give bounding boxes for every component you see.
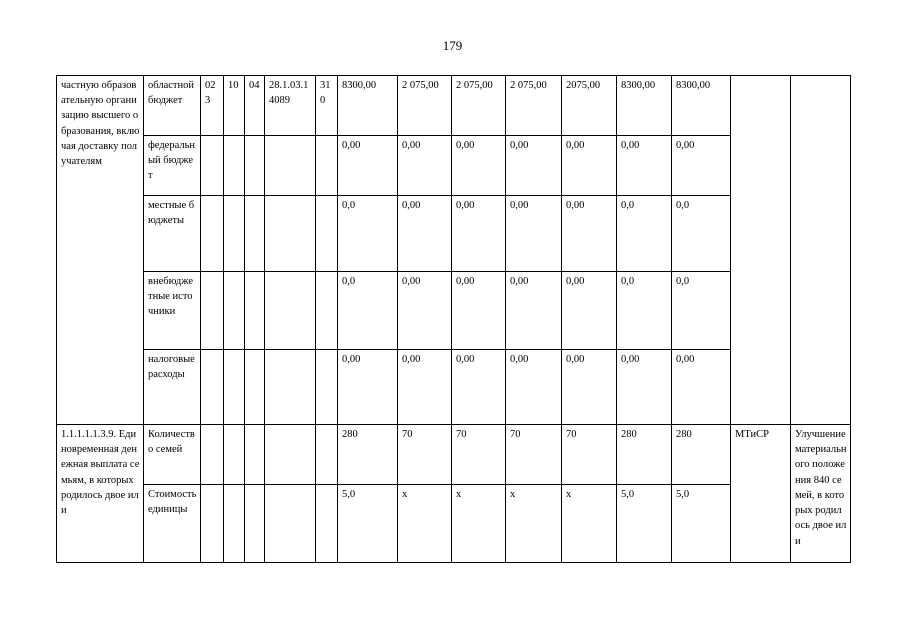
amount-cell: 0,0 — [672, 272, 731, 350]
amount-cell: 0,0 — [672, 196, 731, 272]
amount-cell: 0,00 — [617, 136, 672, 196]
amount-cell: 70 — [562, 425, 617, 485]
amount-cell: 8300,00 — [672, 76, 731, 136]
amount-cell: 0,00 — [452, 196, 506, 272]
amount-cell: 2 075,00 — [506, 76, 562, 136]
funding-source: местные бюджеты — [144, 196, 201, 272]
amount-cell: 0,0 — [617, 272, 672, 350]
amount-cell: 2 075,00 — [398, 76, 452, 136]
amount-cell: 0,00 — [562, 350, 617, 425]
funding-source: областной бюджет — [144, 76, 201, 136]
amount-cell: 5,0 — [672, 485, 731, 563]
amount-cell: 70 — [398, 425, 452, 485]
amount-cell: 0,00 — [452, 350, 506, 425]
amount-cell: 70 — [452, 425, 506, 485]
amount-cell: 280 — [338, 425, 398, 485]
budget-table — [56, 75, 851, 563]
executor-cell: МТиСР — [731, 425, 791, 563]
amount-cell: 8300,00 — [338, 76, 398, 136]
indicator-name: Количество семей — [144, 425, 201, 485]
amount-cell: 0,00 — [398, 350, 452, 425]
activity-description: частную образовательную организацию высшего образования, включая доставку получателям — [57, 76, 144, 425]
result-cell: Улучшение материального положения 840 семей, в которых родилось двое или — [791, 425, 851, 563]
amount-cell: 0,00 — [562, 196, 617, 272]
amount-cell: 0,00 — [617, 350, 672, 425]
amount-cell: 0,00 — [338, 136, 398, 196]
table-row — [57, 425, 851, 485]
funding-source: федеральный бюджет — [144, 136, 201, 196]
result-cell — [791, 76, 851, 425]
funding-source: налоговые расходы — [144, 350, 201, 425]
amount-cell: 2075,00 — [562, 76, 617, 136]
amount-cell: 0,00 — [562, 136, 617, 196]
amount-cell: 0,00 — [398, 272, 452, 350]
table-row — [57, 76, 851, 136]
amount-cell: 0,00 — [452, 136, 506, 196]
amount-cell: 0,00 — [452, 272, 506, 350]
amount-cell: х — [506, 485, 562, 563]
code-pr: 04 — [245, 76, 265, 136]
amount-cell: 0,00 — [338, 350, 398, 425]
amount-cell: 2 075,00 — [452, 76, 506, 136]
amount-cell: 0,0 — [338, 196, 398, 272]
amount-cell: 0,00 — [672, 350, 731, 425]
amount-cell: х — [398, 485, 452, 563]
amount-cell: 0,00 — [506, 272, 562, 350]
code-vr: 310 — [316, 76, 338, 136]
amount-cell: 0,0 — [617, 196, 672, 272]
executor-cell — [731, 76, 791, 425]
amount-cell: 0,00 — [506, 196, 562, 272]
funding-source: внебюджетные источники — [144, 272, 201, 350]
amount-cell: 0,00 — [672, 136, 731, 196]
amount-cell: 0,00 — [398, 136, 452, 196]
code-grbs: 023 — [201, 76, 224, 136]
amount-cell: 8300,00 — [617, 76, 672, 136]
code-csr: 28.1.03.14089 — [265, 76, 316, 136]
amount-cell: 280 — [672, 425, 731, 485]
amount-cell: х — [452, 485, 506, 563]
amount-cell: х — [562, 485, 617, 563]
amount-cell: 0,0 — [338, 272, 398, 350]
amount-cell: 5,0 — [338, 485, 398, 563]
amount-cell: 0,00 — [506, 350, 562, 425]
amount-cell: 70 — [506, 425, 562, 485]
amount-cell: 0,00 — [506, 136, 562, 196]
amount-cell: 0,00 — [562, 272, 617, 350]
indicator-name: Стоимость единицы — [144, 485, 201, 563]
page-number: 179 — [442, 38, 463, 53]
amount-cell: 0,00 — [398, 196, 452, 272]
activity-description: 1.1.1.1.1.3.9. Единовременная денежная выплата семьям, в которых родилось двое или — [57, 425, 144, 563]
amount-cell: 280 — [617, 425, 672, 485]
code-rz: 10 — [224, 76, 245, 136]
amount-cell: 5,0 — [617, 485, 672, 563]
